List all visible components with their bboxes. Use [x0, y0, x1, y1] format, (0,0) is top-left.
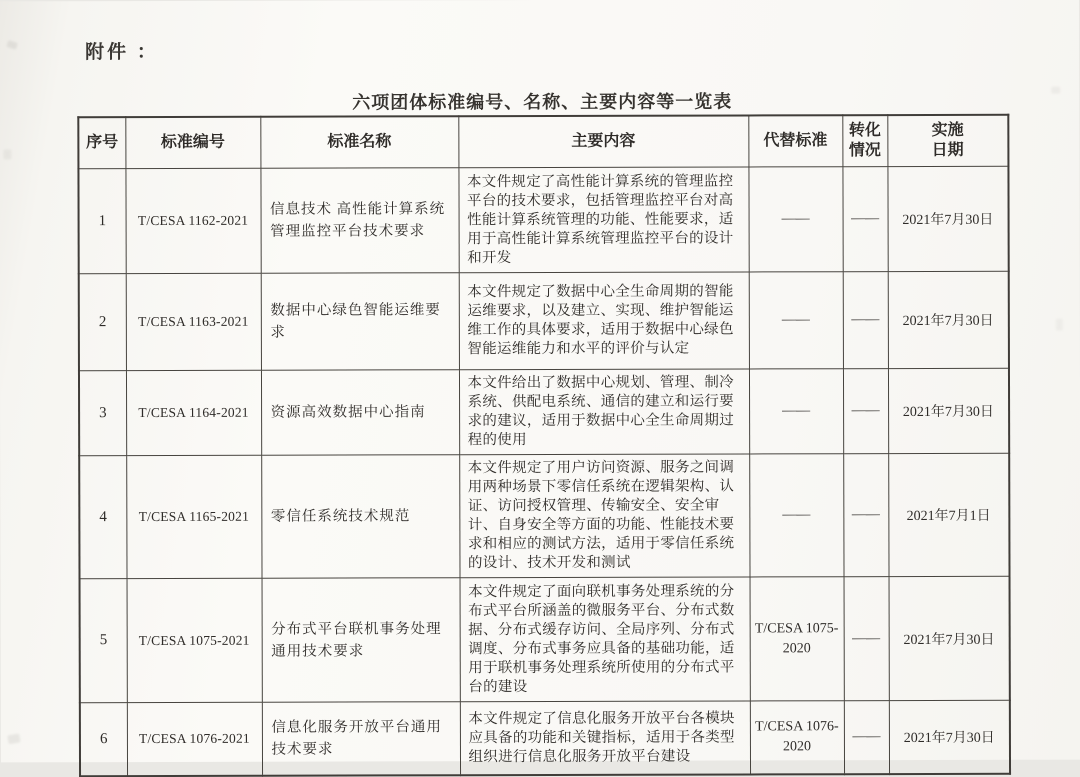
cell-seq: 3 [79, 371, 126, 456]
header-content: 主要内容 [458, 115, 748, 167]
cell-replaced: T/CESA 1076-2020 [750, 701, 844, 775]
cell-conversion: —— [843, 454, 888, 577]
table-header [78, 115, 1008, 169]
cell-code: T/CESA 1076-2021 [127, 702, 262, 776]
cell-conversion: —— [844, 577, 889, 701]
cell-content: 本文件规定了用户访问资源、服务之间调用两种场景下零信任系统在逻辑架构、认证、访问授权管理、传输安全、安全审计、自身安全等方面的功能、性能技术要求和相应的测试方法，适用于零信任系统的设计、技术开发和测试 [459, 454, 749, 578]
table-row [79, 271, 1009, 370]
table-row [79, 368, 1009, 455]
cell-content: 本文件规定了数据中心全生命周期的智能运维要求，以及建立、实现、维护智能运维工作的具体要求，适用于数据中心绿色智能运维能力和水平的评价与认定 [459, 272, 749, 370]
cell-name: 信息技术 高性能计算系统管理监控平台技术要求 [260, 168, 458, 274]
table-row [79, 453, 1009, 578]
header-row [78, 115, 1008, 169]
attachment-label: 附件 ： [85, 41, 159, 64]
cell-seq: 4 [79, 456, 126, 579]
cell-name: 资源高效数据中心指南 [261, 370, 459, 456]
cell-code: T/CESA 1164-2021 [126, 370, 261, 455]
header-name: 标准名称 [260, 116, 458, 168]
cell-replaced: T/CESA 1075-2020 [750, 577, 844, 701]
header-conversion: 转化 情况 [842, 115, 887, 167]
header-date: 实施 日期 [887, 115, 1008, 167]
cell-replaced: —— [749, 369, 843, 454]
cell-conversion: —— [843, 272, 888, 369]
cell-code: T/CESA 1165-2021 [126, 455, 261, 578]
cell-seq: 1 [78, 169, 125, 274]
cell-conversion: —— [844, 701, 889, 775]
cell-code: T/CESA 1162-2021 [125, 168, 260, 273]
cell-name: 数据中心绿色智能运维要求 [261, 273, 459, 371]
header-seq: 序号 [78, 117, 125, 169]
cell-seq: 5 [80, 579, 127, 703]
cell-conversion: —— [842, 167, 887, 272]
document-title: 六项团体标准编号、名称、主要内容等一览表 [352, 91, 733, 113]
standards-table [77, 114, 1011, 777]
header-code: 标准编号 [125, 117, 260, 169]
cell-date: 2021年7月30日 [888, 368, 1009, 453]
table-row [80, 576, 1010, 702]
cell-replaced: —— [749, 272, 843, 369]
header-replaced: 代替标准 [748, 115, 842, 167]
cell-code: T/CESA 1075-2021 [127, 578, 262, 702]
cell-replaced: —— [749, 454, 843, 577]
cell-content: 本文件规定了面向联机事务处理系统的分布式平台所涵盖的微服务平台、分布式数据、分布式缓存访问、全局序列、分布式调度、分布式事务应具备的基础功能，适用于联机事务处理系统所使用的分布式平台的建设 [460, 577, 750, 702]
table-body [78, 166, 1010, 776]
scan-artifact [6, 40, 18, 50]
cell-name: 零信任系统技术规范 [261, 455, 459, 579]
scan-artifact [3, 149, 11, 159]
cell-replaced: —— [748, 167, 842, 272]
table-row [80, 700, 1010, 776]
cell-date: 2021年7月30日 [889, 576, 1010, 700]
cell-seq: 2 [79, 274, 126, 371]
table-row [78, 166, 1008, 273]
cell-content: 本文件规定了高性能计算系统的管理监控平台的技术要求，包括管理监控平台对高性能计算系统管理的功能、性能要求，适用于高性能计算系统管理监控平台的设计和开发 [458, 167, 748, 273]
cell-conversion: —— [843, 369, 888, 454]
cell-code: T/CESA 1163-2021 [126, 273, 261, 370]
cell-content: 本文件规定了信息化服务开放平台各模块应具备的功能和关键指标，适用于各类型组织进行信息化服务开放平台建设 [460, 701, 750, 775]
cell-name: 分布式平台联机事务处理通用技术要求 [262, 578, 460, 703]
scan-artifact [1051, 87, 1060, 94]
scan-artifact [1056, 319, 1063, 331]
cell-date: 2021年7月30日 [887, 166, 1008, 271]
cell-date: 2021年7月30日 [889, 700, 1010, 774]
scan-artifact [7, 733, 20, 744]
cell-name: 信息化服务开放平台通用技术要求 [262, 702, 460, 776]
cell-date: 2021年7月30日 [888, 271, 1009, 368]
cell-date: 2021年7月1日 [888, 453, 1009, 576]
cell-content: 本文件给出了数据中心规划、管理、制冷系统、供配电系统、通信的建立和运行要求的建议，适用于数据中心全生命周期过程的使用 [459, 369, 749, 455]
cell-seq: 6 [80, 703, 127, 777]
